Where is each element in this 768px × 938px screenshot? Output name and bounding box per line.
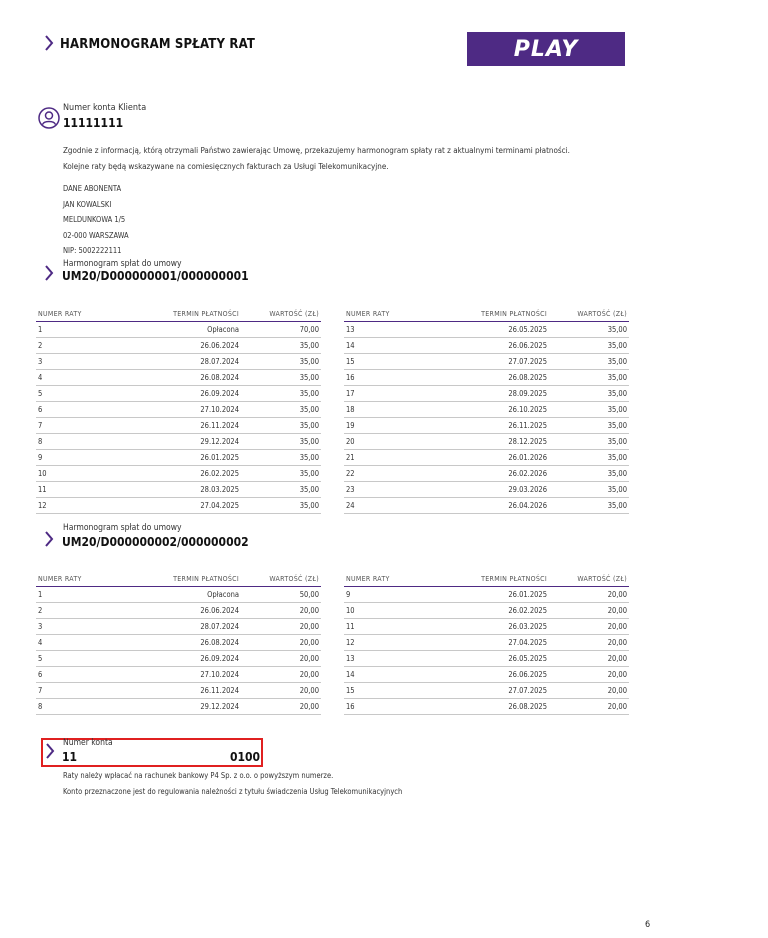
column-header: NUMER RATY: [36, 571, 131, 587]
amount: 35,00: [241, 354, 321, 370]
amount: 35,00: [549, 402, 629, 418]
contract-number: UM20/D000000002/000000002: [62, 535, 249, 549]
table-row: [36, 482, 321, 498]
amount: 35,00: [241, 466, 321, 482]
amount: 35,00: [241, 450, 321, 466]
due-date: 26.01.2026: [439, 450, 549, 466]
installment-number: 9: [36, 450, 131, 466]
due-date: 26.06.2024: [131, 603, 241, 619]
table-row: [344, 466, 629, 482]
table-row: [36, 370, 321, 386]
column-header: TERMIN PŁATNOŚCI: [131, 571, 241, 587]
due-date: Opłacona: [131, 322, 241, 338]
table-row: [344, 603, 629, 619]
installment-number: 1: [36, 587, 131, 603]
installment-number: 8: [36, 434, 131, 450]
schedule-label: Harmonogram spłat do umowy: [63, 523, 182, 533]
column-header: TERMIN PŁATNOŚCI: [439, 571, 549, 587]
intro-line-1: Zgodnie z informacją, którą otrzymali Państwo zawierając Umowę, przekazujemy harmonogram spłaty rat z aktualnymi terminami płatności.: [63, 146, 570, 155]
play-logo: PLAY: [467, 32, 625, 66]
installment-number: 10: [344, 603, 439, 619]
amount: 35,00: [549, 322, 629, 338]
column-header: NUMER RATY: [344, 306, 439, 322]
subscriber-block: [63, 181, 129, 259]
amount: 35,00: [549, 370, 629, 386]
amount: 20,00: [241, 635, 321, 651]
installment-number: 6: [36, 402, 131, 418]
table-row: [36, 699, 321, 715]
amount: 20,00: [549, 635, 629, 651]
amount: 35,00: [241, 434, 321, 450]
table-row: [36, 683, 321, 699]
amount: 35,00: [241, 418, 321, 434]
table-row: [36, 619, 321, 635]
installment-number: 23: [344, 482, 439, 498]
due-date: 28.12.2025: [439, 434, 549, 450]
amount: 35,00: [241, 386, 321, 402]
due-date: 26.09.2024: [131, 651, 241, 667]
installment-number: 15: [344, 354, 439, 370]
table-row: [36, 587, 321, 603]
due-date: 26.11.2024: [131, 418, 241, 434]
table-row: [344, 683, 629, 699]
due-date: 26.01.2025: [439, 587, 549, 603]
table-row: [344, 402, 629, 418]
subscriber-street: MELDUNKOWA 1/5: [63, 215, 126, 224]
installment-number: 18: [344, 402, 439, 418]
due-date: 28.09.2025: [439, 386, 549, 402]
amount: 35,00: [549, 338, 629, 354]
installment-number: 15: [344, 683, 439, 699]
amount: 20,00: [549, 587, 629, 603]
table-row: [344, 386, 629, 402]
due-date: 29.12.2024: [131, 434, 241, 450]
amount: 35,00: [549, 498, 629, 514]
table-row: [36, 466, 321, 482]
table-row: [344, 498, 629, 514]
table-row: [344, 619, 629, 635]
table-row: [344, 651, 629, 667]
amount: 70,00: [241, 322, 321, 338]
table-row: [36, 434, 321, 450]
column-header: WARTOŚĆ (ZŁ): [549, 571, 629, 587]
installment-number: 16: [344, 370, 439, 386]
bank-account-label: Numer konta: [63, 738, 113, 748]
due-date: 27.10.2024: [131, 402, 241, 418]
installment-number: 7: [36, 683, 131, 699]
installment-number: 7: [36, 418, 131, 434]
table-row: [344, 354, 629, 370]
amount: 35,00: [549, 354, 629, 370]
table-row: [344, 322, 629, 338]
due-date: 28.07.2024: [131, 619, 241, 635]
table-row: [344, 635, 629, 651]
installment-number: 2: [36, 338, 131, 354]
table-row: [36, 635, 321, 651]
installment-number: 21: [344, 450, 439, 466]
table-row: [344, 418, 629, 434]
amount: 20,00: [241, 619, 321, 635]
installment-number: 1: [36, 322, 131, 338]
due-date: 26.02.2026: [439, 466, 549, 482]
amount: 50,00: [241, 587, 321, 603]
due-date: 27.10.2024: [131, 667, 241, 683]
installment-number: 14: [344, 667, 439, 683]
amount: 35,00: [549, 418, 629, 434]
due-date: 26.01.2025: [131, 450, 241, 466]
due-date: 26.02.2025: [439, 603, 549, 619]
due-date: 27.04.2025: [439, 635, 549, 651]
installment-number: 19: [344, 418, 439, 434]
table-row: [344, 450, 629, 466]
amount: 35,00: [549, 466, 629, 482]
due-date: 26.08.2024: [131, 370, 241, 386]
installment-number: 12: [344, 635, 439, 651]
table-row: [36, 651, 321, 667]
due-date: 26.02.2025: [131, 466, 241, 482]
table-row: [36, 498, 321, 514]
installment-number: 6: [36, 667, 131, 683]
installment-number: 12: [36, 498, 131, 514]
chevron-right-icon: [44, 531, 54, 547]
table-row: [36, 354, 321, 370]
schedule-table: [36, 306, 321, 514]
due-date: 26.05.2025: [439, 322, 549, 338]
table-row: [344, 587, 629, 603]
bank-account-number-end: 0100: [230, 750, 261, 764]
contract-number: UM20/D000000001/000000001: [62, 269, 249, 283]
schedule-table: [344, 306, 629, 514]
due-date: 26.06.2024: [131, 338, 241, 354]
column-header: WARTOŚĆ (ZŁ): [549, 306, 629, 322]
table-row: [344, 338, 629, 354]
installment-number: 14: [344, 338, 439, 354]
amount: 20,00: [241, 667, 321, 683]
due-date: 26.11.2025: [439, 418, 549, 434]
column-header: TERMIN PŁATNOŚCI: [131, 306, 241, 322]
amount: 20,00: [241, 603, 321, 619]
due-date: 26.08.2025: [439, 699, 549, 715]
table-row: [344, 667, 629, 683]
installment-number: 11: [344, 619, 439, 635]
due-date: 28.07.2024: [131, 354, 241, 370]
installment-number: 4: [36, 370, 131, 386]
chevron-right-icon: [44, 265, 54, 281]
installment-number: 24: [344, 498, 439, 514]
installment-number: 5: [36, 386, 131, 402]
column-header: TERMIN PŁATNOŚCI: [439, 306, 549, 322]
installment-number: 4: [36, 635, 131, 651]
account-number: 11111111: [63, 116, 124, 130]
installment-number: 22: [344, 466, 439, 482]
table-row: [344, 482, 629, 498]
user-icon: [38, 107, 60, 129]
amount: 35,00: [241, 402, 321, 418]
table-row: [36, 450, 321, 466]
due-date: 26.03.2025: [439, 619, 549, 635]
column-header: WARTOŚĆ (ZŁ): [241, 571, 321, 587]
amount: 20,00: [241, 651, 321, 667]
amount: 35,00: [241, 498, 321, 514]
due-date: 26.06.2025: [439, 667, 549, 683]
table-row: [36, 402, 321, 418]
subscriber-city: 02-000 WARSZAWA: [63, 230, 129, 240]
installment-number: 20: [344, 434, 439, 450]
page-number: 6: [645, 920, 651, 930]
installment-number: 3: [36, 354, 131, 370]
due-date: 27.04.2025: [131, 498, 241, 514]
subscriber-nip: NIP: 5002222111: [63, 246, 122, 255]
due-date: 26.04.2026: [439, 498, 549, 514]
installment-number: 13: [344, 651, 439, 667]
due-date: 26.08.2024: [131, 635, 241, 651]
subscriber-heading: DANE ABONENTA: [63, 184, 122, 193]
due-date: 26.06.2025: [439, 338, 549, 354]
schedule-label: Harmonogram spłat do umowy: [63, 259, 182, 269]
bank-note-2: Konto przeznaczone jest do regulowania należności z tytułu świadczenia Usług Telekomunikacyjnych: [63, 787, 403, 796]
due-date: 29.12.2024: [131, 699, 241, 715]
due-date: 26.09.2024: [131, 386, 241, 402]
amount: 35,00: [549, 482, 629, 498]
due-date: 27.07.2025: [439, 683, 549, 699]
installment-number: 13: [344, 322, 439, 338]
due-date: 26.05.2025: [439, 651, 549, 667]
table-row: [344, 699, 629, 715]
table-row: [344, 370, 629, 386]
installment-number: 16: [344, 699, 439, 715]
amount: 20,00: [241, 699, 321, 715]
amount: 35,00: [241, 338, 321, 354]
chevron-right-icon: [45, 743, 55, 759]
installment-number: 17: [344, 386, 439, 402]
table-row: [36, 418, 321, 434]
amount: 20,00: [241, 683, 321, 699]
amount: 35,00: [241, 482, 321, 498]
due-date: 26.10.2025: [439, 402, 549, 418]
amount: 20,00: [549, 699, 629, 715]
installment-number: 11: [36, 482, 131, 498]
column-header: NUMER RATY: [36, 306, 131, 322]
amount: 20,00: [549, 619, 629, 635]
schedule-table: [344, 571, 629, 715]
schedule-table: [36, 571, 321, 715]
page-title: HARMONOGRAM SPŁATY RAT: [60, 37, 256, 52]
amount: 35,00: [549, 450, 629, 466]
installment-number: 9: [344, 587, 439, 603]
due-date: 26.11.2024: [131, 683, 241, 699]
installment-number: 3: [36, 619, 131, 635]
amount: 20,00: [549, 651, 629, 667]
amount: 20,00: [549, 603, 629, 619]
installment-number: 2: [36, 603, 131, 619]
due-date: 29.03.2026: [439, 482, 549, 498]
subscriber-name: JAN KOWALSKI: [63, 199, 112, 209]
due-date: 28.03.2025: [131, 482, 241, 498]
table-row: [36, 667, 321, 683]
table-row: [36, 603, 321, 619]
due-date: 26.08.2025: [439, 370, 549, 386]
amount: 35,00: [549, 386, 629, 402]
table-row: [344, 434, 629, 450]
chevron-right-icon: [44, 35, 54, 51]
due-date: Opłacona: [131, 587, 241, 603]
account-label: Numer konta Klienta: [63, 103, 147, 113]
bank-note-1: Raty należy wpłacać na rachunek bankowy P4 Sp. z o.o. o powyższym numerze.: [63, 771, 334, 780]
amount: 20,00: [549, 683, 629, 699]
bank-account-number-start: 11: [62, 750, 78, 764]
installment-number: 8: [36, 699, 131, 715]
column-header: NUMER RATY: [344, 571, 439, 587]
intro-line-2: Kolejne raty będą wskazywane na comiesięcznych fakturach za Usługi Telekomunikacyjne.: [63, 162, 389, 171]
table-row: [36, 338, 321, 354]
amount: 35,00: [241, 370, 321, 386]
installment-number: 5: [36, 651, 131, 667]
amount: 35,00: [549, 434, 629, 450]
table-row: [36, 322, 321, 338]
table-row: [36, 386, 321, 402]
column-header: WARTOŚĆ (ZŁ): [241, 306, 321, 322]
due-date: 27.07.2025: [439, 354, 549, 370]
installment-number: 10: [36, 466, 131, 482]
amount: 20,00: [549, 667, 629, 683]
